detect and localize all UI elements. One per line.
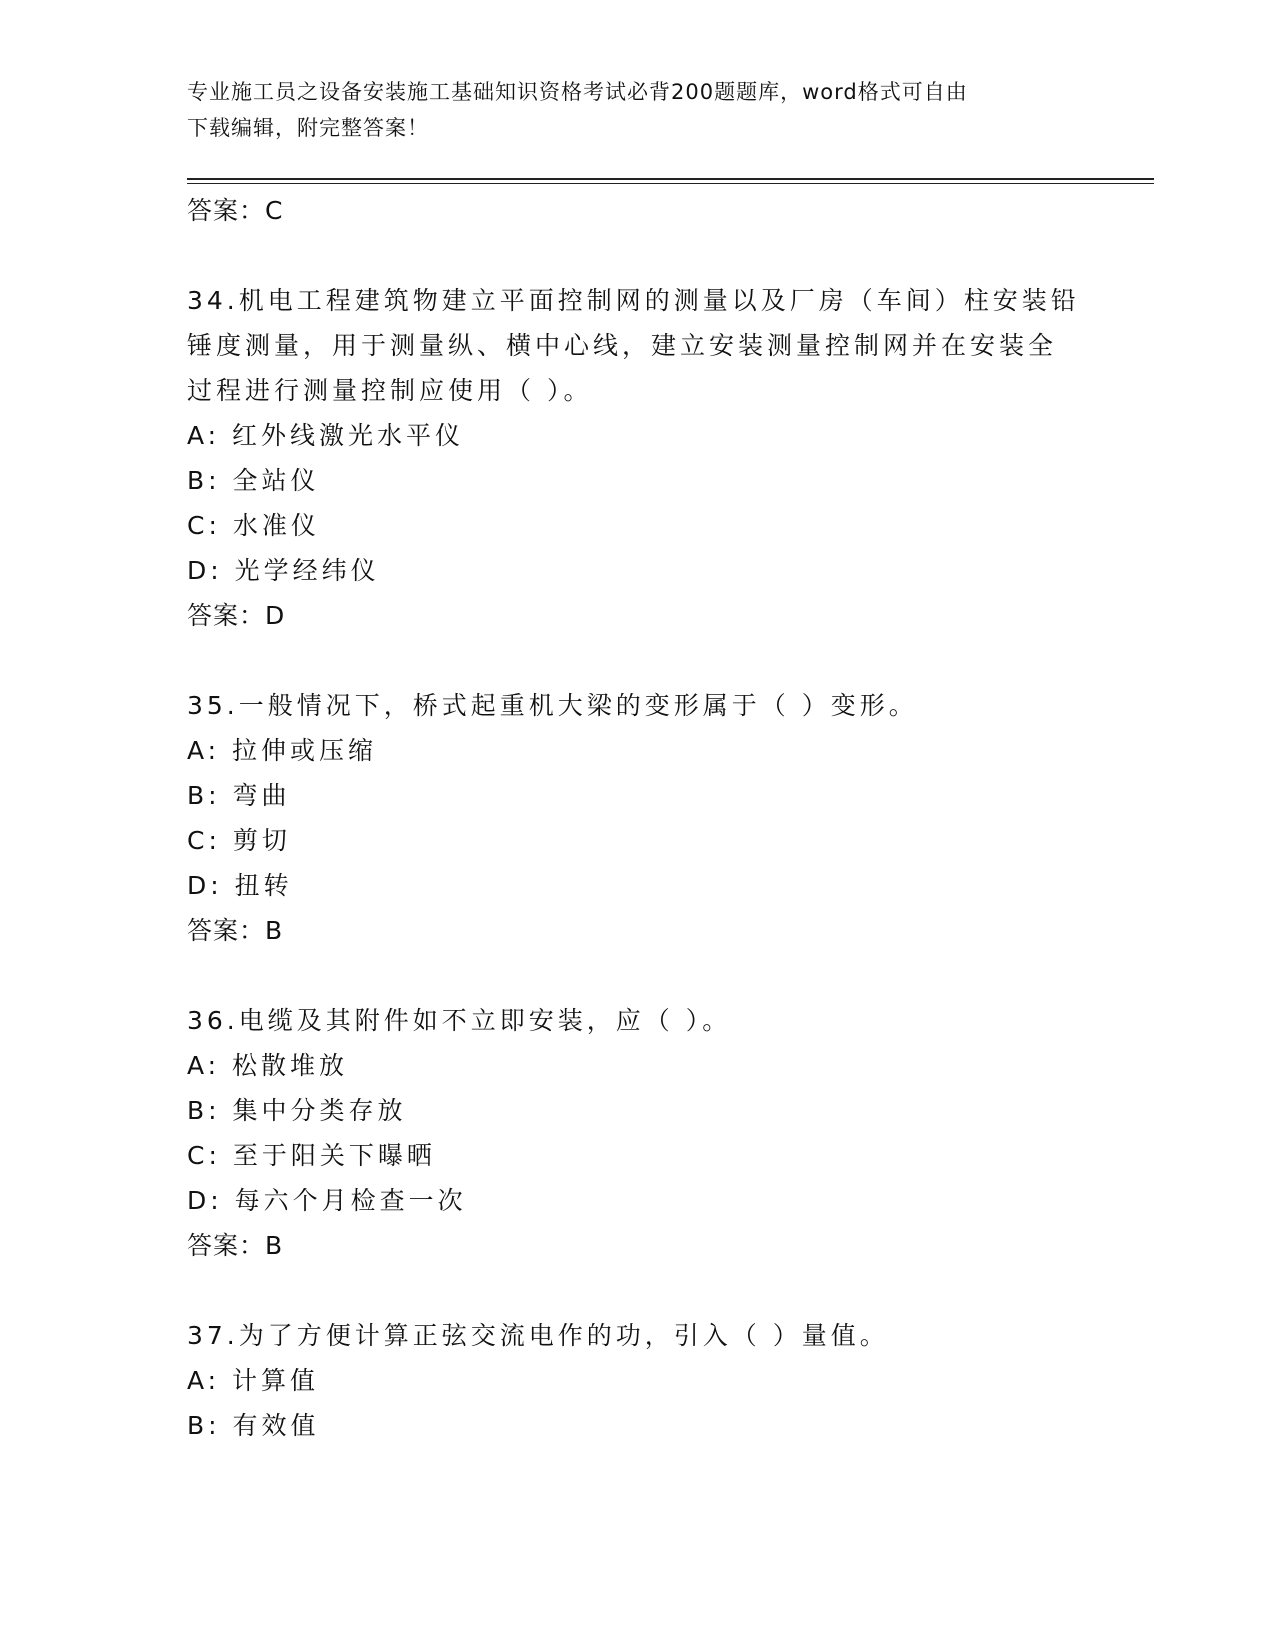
question-37 (187, 1313, 1087, 1448)
page-header (187, 74, 1067, 146)
spacer (187, 1269, 1087, 1313)
header-divider-thick (187, 178, 1154, 180)
option-a: A: 计算值 (187, 1366, 320, 1395)
question-text (187, 1313, 1087, 1358)
question-text (187, 683, 1087, 728)
option-d: D: 每六个月检查一次 (187, 1186, 467, 1215)
question-text-line: 35.一般情况下，桥式起重机大梁的变形属于（ ）变形。 (187, 691, 918, 720)
previous-answer: 答案：C (187, 196, 284, 225)
question-text-line: 过程进行测量控制应使用（ ）。 (187, 376, 593, 405)
option-b: B: 全站仪 (187, 466, 320, 495)
question-text (187, 278, 1087, 413)
question-35 (187, 683, 1087, 954)
question-list (187, 188, 1087, 1448)
answer: 答案：B (187, 1231, 284, 1260)
option-c: C: 至于阳关下曝晒 (187, 1141, 436, 1170)
header-line-1: 专业施工员之设备安装施工基础知识资格考试必背200题题库，word格式可自由 (187, 80, 968, 104)
question-36 (187, 998, 1087, 1269)
header-line-2: 下载编辑，附完整答案！ (187, 116, 429, 140)
option-a: A: 松散堆放 (187, 1051, 349, 1080)
option-b: B: 有效值 (187, 1411, 320, 1440)
question-text-line: 36.电缆及其附件如不立即安装，应（ ）。 (187, 1006, 732, 1035)
question-text (187, 998, 1087, 1043)
option-c: C: 水准仪 (187, 511, 320, 540)
option-a: A: 红外线激光水平仪 (187, 421, 465, 450)
question-text-line: 34.机电工程建筑物建立平面控制网的测量以及厂房（车间）柱安装铅 (187, 286, 1080, 315)
spacer (187, 234, 1087, 278)
option-a: A: 拉伸或压缩 (187, 736, 378, 765)
option-b: B: 弯曲 (187, 781, 291, 810)
answer: 答案：B (187, 916, 284, 945)
header-divider-thin (187, 183, 1154, 184)
answer: 答案：D (187, 601, 286, 630)
option-d: D: 扭转 (187, 871, 293, 900)
option-c: C: 剪切 (187, 826, 291, 855)
question-34 (187, 278, 1087, 639)
spacer (187, 639, 1087, 683)
question-text-line: 37.为了方便计算正弦交流电作的功，引入（ ）量值。 (187, 1321, 889, 1350)
option-d: D: 光学经纬仪 (187, 556, 380, 585)
option-b: B: 集中分类存放 (187, 1096, 407, 1125)
spacer (187, 954, 1087, 998)
question-text-line: 锤度测量，用于测量纵、横中心线，建立安装测量控制网并在安装全 (187, 331, 1058, 360)
